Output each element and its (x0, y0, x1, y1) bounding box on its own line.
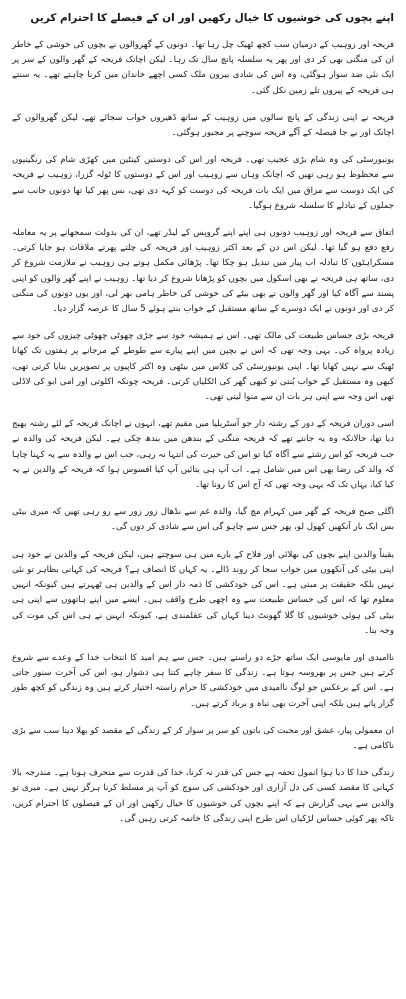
article-paragraph-10: ان معمولی پیار، عشق اور محبت کی باتوں کو سر پر سوار کر کے زندگی کے مقصد کو بھلا دینا سب سے بڑی ناکامی ہے۔ (12, 725, 394, 751)
article-paragraph-11: زندگی خدا کا دیا ہوا انمول تحفہ ہے جس کی قدر نہ کرنا، خدا کی قدرت سے منحرف ہونا ہے۔ مندرجہ بالا کہانی کا مقصد کسی کی دل آزاری اور خودکشی کی سوچ کو آپ پر مسلط کرنا ہرگز نہیں ہے۔ میری تو والدین سے یہی گزارش ہے کہ اپنے بچوں کی خوشیوں کا خیال رکھیں اور ان کے فیصلوں کا احترام کریں، تاکہ پھر کوئی حساس لڑکیاں اس طرح اپنی زندگی کا خاتمہ کرتی رہیں گی۔ (12, 768, 394, 824)
article-paragraph-4: اتفاق سے فریحہ اور زوہیب دونوں ہی اپنے اپنے گروپس کے لیڈر تھے، ان کی بدولت سمجھانے پر یہ معاملہ رفع دفع ہو گیا تھا۔ لیکن اس دن کے بعد اکثر زوہیب اور فریحہ کی چلتے پھرتے ملاقات ہو جایا کرتی۔ مسکراہٹوں کا تبادلہ اب پیار میں تبدیل ہو چکا تھا۔ پڑھائی مکمل ہوتے ہی زوہیب نے ملازمت شروع کر دی، ساتھ ہی فریحہ نے بھی اسکول میں بچوں کو پڑھانا شروع کر دیا تھا۔ زوہیب نے اپنے گھر والوں کو اپنی پسند سے آگاہ کیا اور گھر والوں نے بھی بیٹے کی خوشی کی خاطر ہامی بھر لی، اور یوں دونوں کی منگنی کر دی اور دونوں نے ایک دوسرے کے ساتھ مستقبل کے خواب بنتے ہوئے 5 سال کا عرصہ گزار دیا۔ (12, 228, 394, 315)
article-paragraph-5: فریحہ بڑی حساس طبیعت کی مالک تھی۔ اس نے ہمیشہ خود سے جڑی چھوٹی چھوٹی چیزوں کی خود سے زیادہ پرواہ کی۔ یہی وجہ تھی کہ اس نے بچپن میں اپنے پیارے سے طوطے کے مرجانے پر ہفتوں تک کھانا ٹھیک سے نہیں کھایا تھا۔ اپنی یونیورسٹی کی کلاس میں بیٹھی وہ اکثر کاپیوں پر تصویریں بنایا کرتی تھی، کبھی وہ مستقبل کے خواب بُنتی تو کبھی گھر کی اٹکلیاں کرتی۔ فریحہ چونکہ اکلوتی اور امی ابو کی لاڈلی تھی اس وجہ سے اپنی ہر بات ان سے منوا لیتی تھی۔ (12, 331, 394, 403)
article-paragraph-8: یقیناً والدین اپنے بچوں کی بھلائی اور فلاح کے بارے میں ہی سوچتے ہیں، لیکن فریحہ کے والدین نے خود ہی اپنی بیٹی کی آنکھوں میں خواب سجا کر روند ڈالے۔ یہ کہاں کا انصاف ہے؟ فریحہ کی کہانی بظاہر تو نئی نہیں بلکہ حقیقت پر مبنی ہے۔ اس کی خودکشی کا ذمہ دار اس کے والدین ہی ٹھہرتے ہیں کیونکہ انہیں معلوم تھا کہ اس کی حساس طبیعت سے وہ اچھی طرح واقف ہیں۔ ایسے میں اپنے ہاتھوں سے اپنی ہی بیٹی کی ہوئی خوشیوں کا گلا گھونٹ دینا کہاں کی عقلمندی ہے، کیونکہ انہیں نے ہی اس کی موت کی وجہ بنا۔ (12, 549, 394, 636)
article-paragraph-1: فریحہ اور زوہیب کے درمیان سب کچھ ٹھیک چل رہا تھا۔ دونوں کے گھروالوں نے بچوں کی خوشی کے خاطر ان کی منگنی بھی کر دی اور پھر یہ سلسلہ پانچ سال تک رہا۔ لیکن اچانک فریحہ کے گھر والوں کے سر پر ایک نئی ضد سوار ہوگئی، وہ اس کی شادی بیرون ملک کسی اچھے خاندان میں کرنا چاہتے تھے۔ یہ سنتے ہی فریحہ کے پیروں تلے زمین نکل گئی۔ (12, 40, 394, 96)
article-paragraph-2: فریحہ نے اپنی زندگی کے پانچ سالوں میں زوہیب کے ساتھ ڈھیروں خواب سجائے تھے، لیکن گھروالوں کے اچانک اور بے جا فیصلہ کے آگے فریحہ سوچنے پر مجبور ہوگئی۔ (12, 112, 394, 139)
article-paragraph-3: یونیورسٹی کی وہ شام بڑی عجیب تھی۔ فریحہ اور اس کی دوستیں کینٹین میں کھڑی شام کی رنگینیوں سے محظوظ ہو رہی تھیں کہ اچانک وہاں سے زوہیب اور اس کے دوستوں کا ٹولہ گزرا، زوہیب نے فریحہ کی ایک دوست سے مزاق میں ایک بات فریحہ کی دوست کو کہہ دی تھی، بس پھر کیا تھا دونوں جانب سے جملوں کے تبادلے کا سلسلہ شروع ہوگیا۔ (12, 155, 394, 211)
article-title: اپنے بچوں کی خوشیوں کا خیال رکھیں اور ان کے فیصلے کا احترام کریں (30, 12, 394, 24)
article-paragraph-6: اسی دوران فریحہ کے دور کے رشتہ دار جو آسٹریلیا میں مقیم تھے، انہوں نے اچانک فریحہ کے لئے رشتہ بھیج دیا تھا، حالانکہ وہ یہ جانتے تھے کہ فریحہ منگنی کے بندھن میں بندھ چکی ہے۔ لیکن فریحہ کی والدہ نے جب فریحہ کو اس رشتے سے آگاہ کیا تو اس کی حیرت کی انتہا نہ رہی، جب اس نے والدہ سے یہ کہنا چاہا کہ والد کی رضا بھی اس میں شامل ہے۔ اب آپ ہی بتائیں آپ کیا افسوس ہوا کہ فریحہ کے والدین نے یہ کیا کیا، یہاں تک کہ یہی وجہ تھی کہ آج اس کا رونا تھا۔ (12, 419, 394, 491)
article-paragraph-9: ناامیدی اور مایوسی ایک ساتھ جڑے دو راستے ہیں۔ جس سے ہم امید کا انتخاب خدا کے وعدے سے شروع کرتے ہیں جس پر بھروسہ ہوتا ہے۔ زندگی کا سفر چاہے کتنا ہی دشوار ہو، اس کی آخرت سنور جاتی ہے۔ اس کے برعکس جو لوگ ناامیدی میں خودکشی کا حرام راستہ اختیار کرتے ہیں وہ زندگی کو کچھ طور گزار پاتے ہیں بلکہ اپنی آخرت بھی تباہ و برباد کرتے ہیں۔ (12, 652, 394, 709)
article-paragraph-7: اگلی صبح فریحہ کے گھر میں کہرام مچ گیا، والدہ غم سے نڈھال زور زور سے رو رہی تھیں کہ میری بیٹی بس ایک بار آنکھیں کھول لو، پھر جس سے چاہو گی اس سے شادی کر دوں گی۔ (12, 507, 394, 533)
